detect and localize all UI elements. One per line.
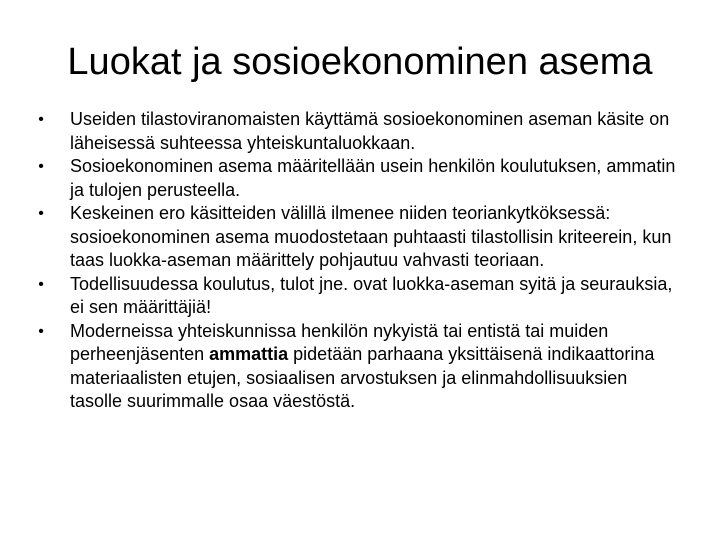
slide-title: Luokat ja sosioekonominen asema (67, 41, 653, 83)
bullet-item (34, 273, 679, 320)
bullet-dot: • (38, 275, 44, 293)
bullet-text: Sosioekonominen asema määritellään usein henkilön koulutuksen, ammatin ja tulojen perusteella. (70, 156, 676, 200)
bullet-dot: • (38, 158, 44, 175)
bullet-item (34, 320, 679, 414)
bullet-item (34, 202, 679, 273)
bullet-text (70, 321, 654, 412)
bullet-text-before: Moderneissa yhteiskunnissa henkilön nykyistä tai entistä tai muiden perheenjäsenten (70, 320, 609, 364)
bullet-text: Keskeinen ero käsitteiden välillä ilmenee niiden teoriankytköksessä: sosioekonominen asema muodostetaan puhtaasti tilastollisin kriteerein, kun taas luokka-aseman määrittely pohjautuu vahvasti teoriaan. (70, 203, 672, 270)
bullet-text-bold: ammattia (209, 344, 289, 364)
bullet-list (34, 108, 679, 414)
bullet-text-after: pidetään parhaana yksittäisenä indikaattorina materiaalisten etujen, sosiaalisen arvostuksen ja elinmahdollisuuksien tasolle suurimmalle osaa väestöstä. (70, 344, 655, 411)
bullet-item (34, 108, 679, 155)
bullet-text: Useiden tilastoviranomaisten käyttämä sosioekonominen aseman käsite on läheisessä suhteessa yhteiskuntaluokkaan. (70, 109, 670, 153)
bullet-dot: • (38, 322, 44, 340)
bullet-dot: • (38, 205, 44, 222)
bullet-text: Todellisuudessa koulutus, tulot jne. ovat luokka-aseman syitä ja seurauksia, ei sen määrittäjiä! (70, 273, 673, 317)
bullet-dot: • (38, 111, 44, 128)
bullet-item (34, 155, 679, 202)
